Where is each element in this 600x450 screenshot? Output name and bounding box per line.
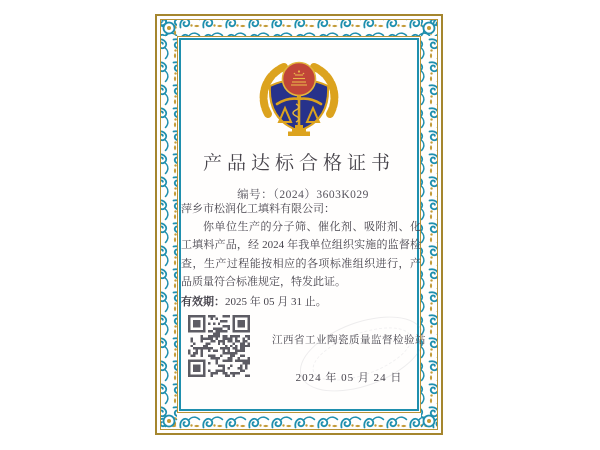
validity-line: [181, 293, 421, 311]
issuer-block: [267, 332, 431, 385]
body-paragraph: 你单位生产的分子筛、催化剂、吸附剂、化工填料产品，经 2024 年我单位组织实施的监督检查，生产过程能按相应的各项标准组织进行，产品质量符合标准规定，特发此证。: [181, 221, 421, 288]
qr-code: [188, 315, 250, 377]
serial-label: 编号：: [237, 189, 274, 201]
certificate-body: [181, 200, 421, 311]
quality-supervision-emblem-icon: [255, 56, 343, 142]
certificate: [155, 14, 443, 435]
validity-value: 2025 年 05 月 31 止。: [225, 296, 327, 309]
recipient-line: 萍乡市松润化工填料有限公司：: [181, 203, 335, 215]
validity-label: 有效期：: [181, 296, 225, 309]
issue-date: 2024 年 05 月 24 日: [295, 372, 403, 384]
serial-value: （2024）3603K029: [273, 189, 369, 201]
issuer-name: 江西省工业陶瓷质量监督检验站: [272, 335, 426, 346]
certificate-title: 产品达标合格证书: [202, 153, 395, 174]
